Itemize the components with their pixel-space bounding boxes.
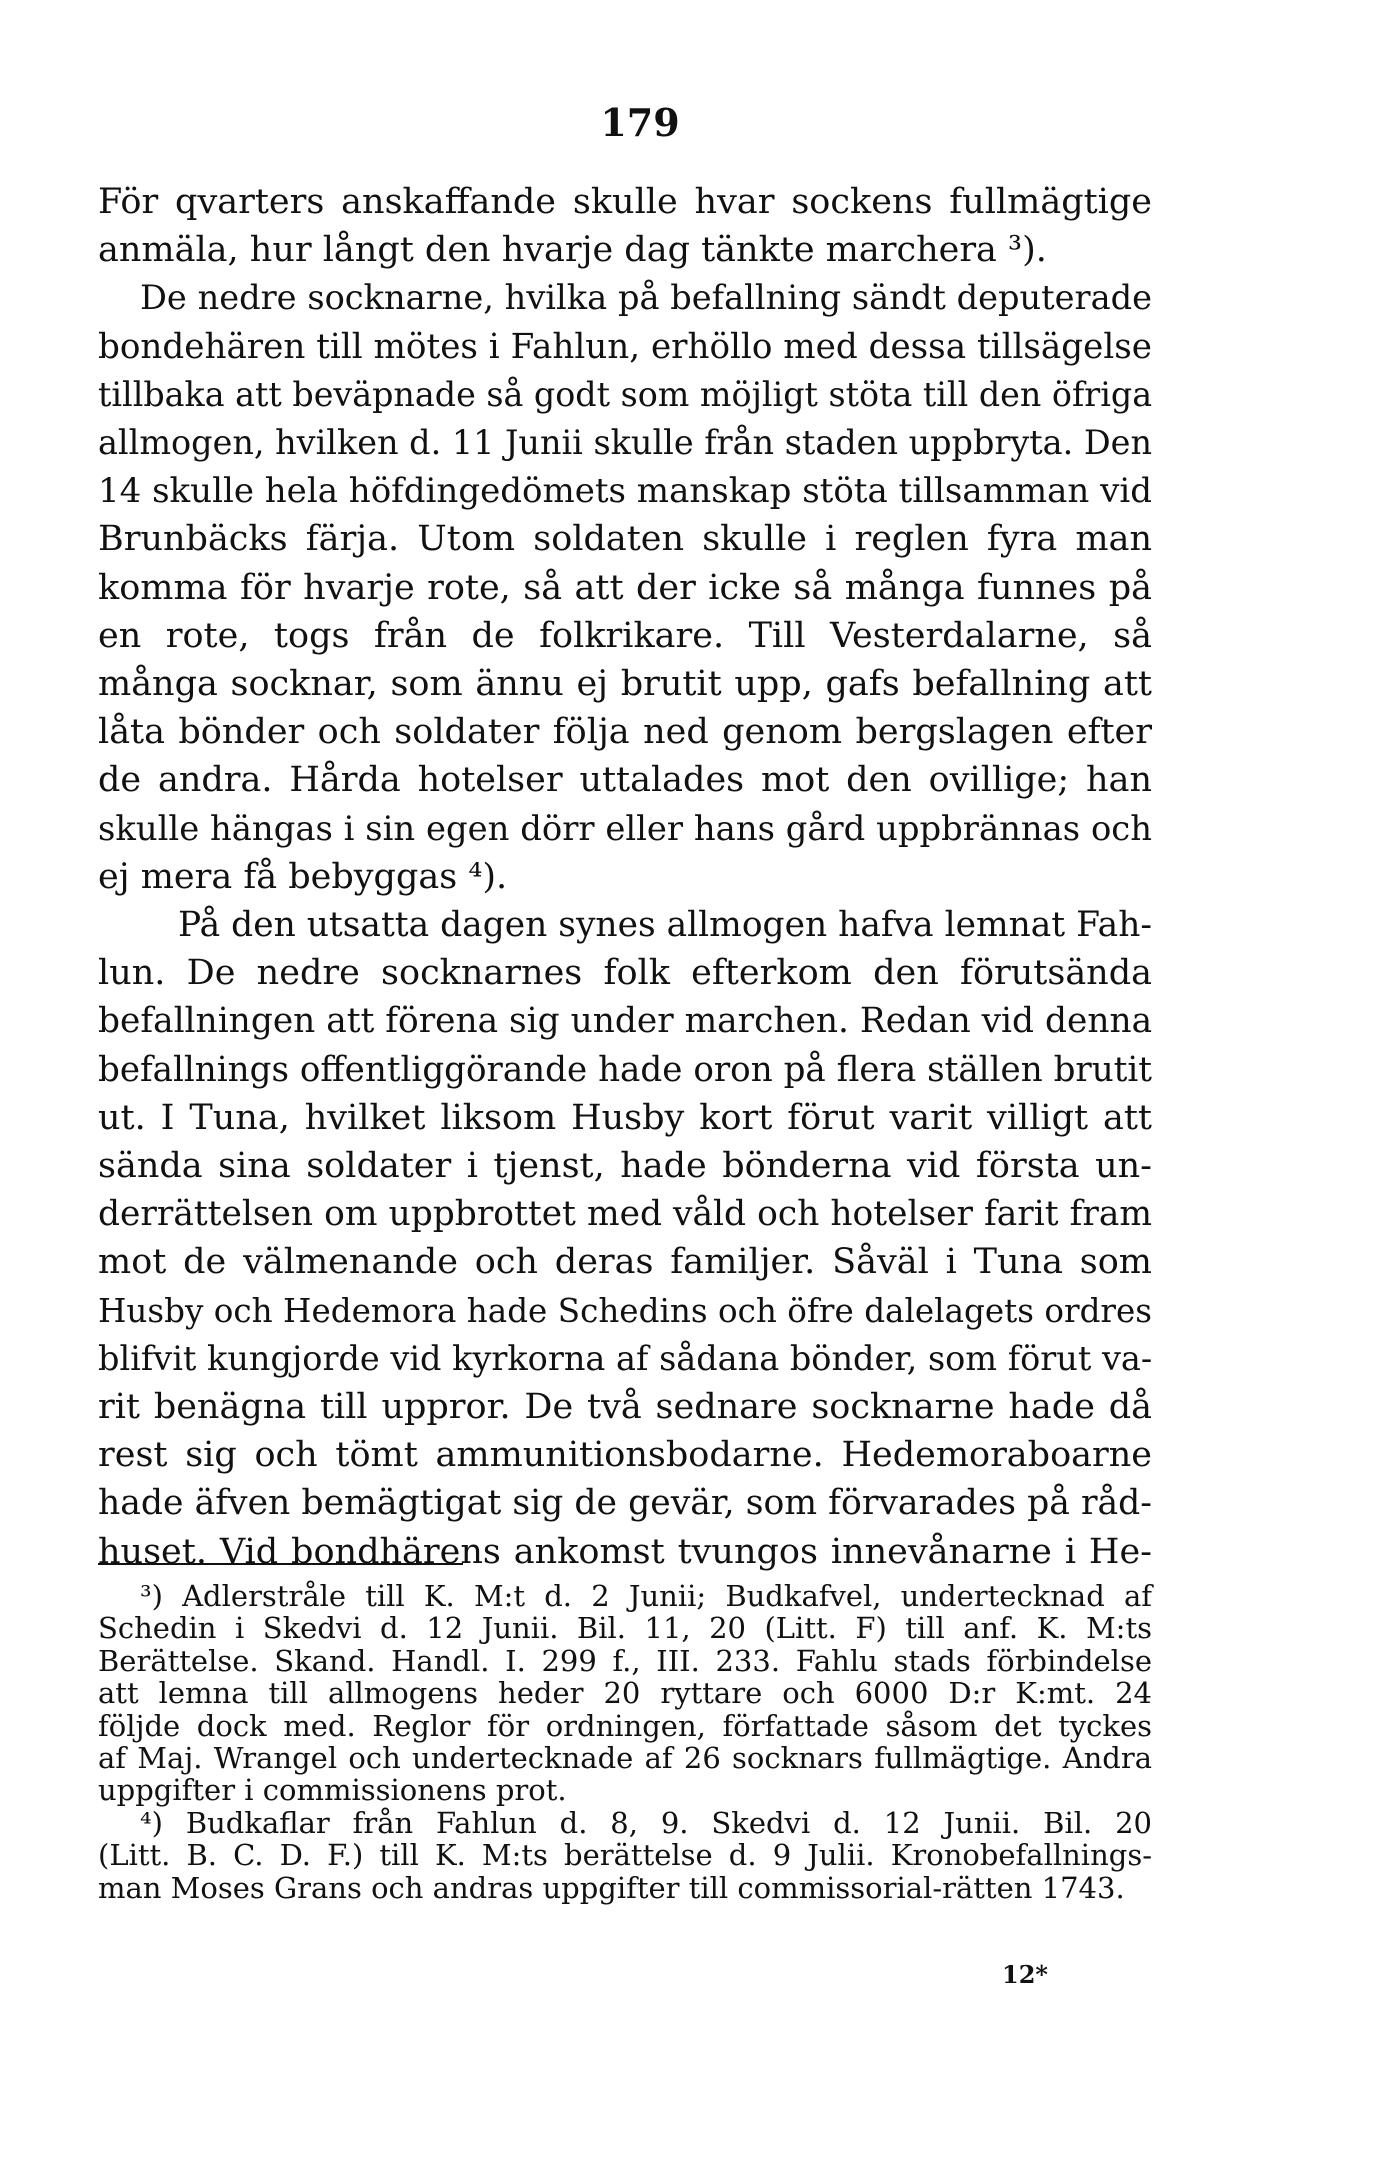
page-number: 179 bbox=[600, 100, 680, 145]
body-line: de andra. Hårda hotelser uttalades mot den ovillige; han bbox=[98, 760, 1152, 801]
body-line: tillbaka att beväpnade så godt som möjligt stöta till den öfriga bbox=[98, 374, 1153, 414]
body-text bbox=[98, 178, 1152, 1576]
body-line: blifvit kungjorde vid kyrkorna af sådana bönder, som förut va- bbox=[98, 1338, 1153, 1378]
body-line: låta bönder och soldater följa ned genom bergslagen efter bbox=[98, 712, 1152, 753]
body-line: bondehären till mötes i Fahlun, erhöllo med dessa tillsägelse bbox=[98, 326, 1152, 367]
body-line: komma för hvarje rote, så att der icke så många funnes på bbox=[98, 567, 1152, 608]
body-line: rit benägna till uppror. De två sednare socknarne hade då bbox=[98, 1387, 1152, 1428]
footnote-line: (Litt. B. C. D. F.) till K. M:ts berättelse d. 9 Julii. Kronobefallnings- bbox=[98, 1838, 1152, 1873]
body-line: derrättelsen om uppbrottet med våld och hotelser farit fram bbox=[98, 1194, 1152, 1235]
body-line: hade äfven bemägtigat sig de gevär, som förvarades på råd- bbox=[98, 1483, 1152, 1524]
body-line: För qvarters anskaffande skulle hvar sockens fullmägtige bbox=[98, 182, 1152, 222]
body-line: ej mera få bebyggas ⁴). bbox=[98, 856, 508, 897]
body-line: befallnings offentliggörande hade oron på flera ställen brutit bbox=[98, 1049, 1152, 1090]
signature-mark: 12* bbox=[1002, 1960, 1048, 1989]
body-line: rest sig och tömt ammunitionsbodarne. Hedemoraboarne bbox=[98, 1435, 1152, 1476]
body-line: en rote, togs från de folkrikare. Till Vesterdalarne, så bbox=[98, 615, 1152, 656]
footnote-line: Berättelse. Skand. Handl. I. 299 f., III. 233. Fahlu stads förbindelse bbox=[98, 1643, 1152, 1678]
body-line: skulle hängas i sin egen dörr eller hans gård uppbrännas och bbox=[98, 808, 1152, 848]
footnote-divider bbox=[98, 1563, 463, 1565]
body-line: Brunbäcks färja. Utom soldaten skulle i reglen fyra man bbox=[98, 519, 1152, 560]
body-line: mot de välmenande och deras familjer. Såväl i Tuna som bbox=[98, 1242, 1152, 1283]
body-line: många socknar, som ännu ej brutit upp, gafs befallning att bbox=[98, 664, 1152, 705]
footnote-line: man Moses Grans och andras uppgifter till commissorial-rätten 1743. bbox=[98, 1870, 1125, 1905]
footnotes bbox=[98, 1580, 1152, 1904]
body-line: Husby och Hedemora hade Schedins och öfre dalelagets ordres bbox=[98, 1291, 1152, 1330]
body-line: De nedre socknarne, hvilka på befallning sändt deputerade bbox=[140, 278, 1152, 318]
footnote-line: af Maj. Wrangel och undertecknade af 26 socknars fullmägtige. Andra bbox=[98, 1741, 1152, 1776]
body-line: På den utsatta dagen synes allmogen hafva lemnat Fah- bbox=[178, 905, 1152, 946]
body-line: huset. Vid bondhärens ankomst tvungos innevånarne i He- bbox=[98, 1531, 1152, 1572]
body-line: 14 skulle hela höfdingedömets manskap stöta tillsamman vid bbox=[98, 471, 1152, 512]
footnote-line: ⁴) Budkaflar från Fahlun d. 8, 9. Skedvi d. 12 Junii. Bil. 20 bbox=[140, 1805, 1152, 1840]
body-line: lun. De nedre socknarnes folk efterkom den förutsända bbox=[98, 953, 1152, 994]
body-line: sända sina soldater i tjenst, hade bönderna vid första un- bbox=[98, 1146, 1152, 1187]
footnote-line: uppgifter i commissionens prot. bbox=[98, 1773, 567, 1808]
footnote-line: följde dock med. Reglor för ordningen, författade såsom det tyckes bbox=[98, 1708, 1152, 1743]
body-line: ut. I Tuna, hvilket liksom Husby kort förut varit villigt att bbox=[98, 1097, 1152, 1138]
footnote-line: ³) Adlerstråle till K. M:t d. 2 Junii; Budkafvel, undertecknad af bbox=[140, 1579, 1152, 1613]
footnote-line: att lemna till allmogens heder 20 ryttare och 6000 D:r K:mt. 24 bbox=[98, 1676, 1152, 1711]
body-line: befallningen att förena sig under marchen. Redan vid denna bbox=[98, 1001, 1153, 1042]
footnote-line: Schedin i Skedvi d. 12 Junii. Bil. 11, 20 (Litt. F) till anf. K. M:ts bbox=[98, 1611, 1152, 1646]
body-line: anmäla, hur långt den hvarje dag tänkte marchera ³). bbox=[98, 230, 1047, 271]
body-line: allmogen, hvilken d. 11 Junii skulle från staden uppbryta. Den bbox=[98, 423, 1152, 463]
